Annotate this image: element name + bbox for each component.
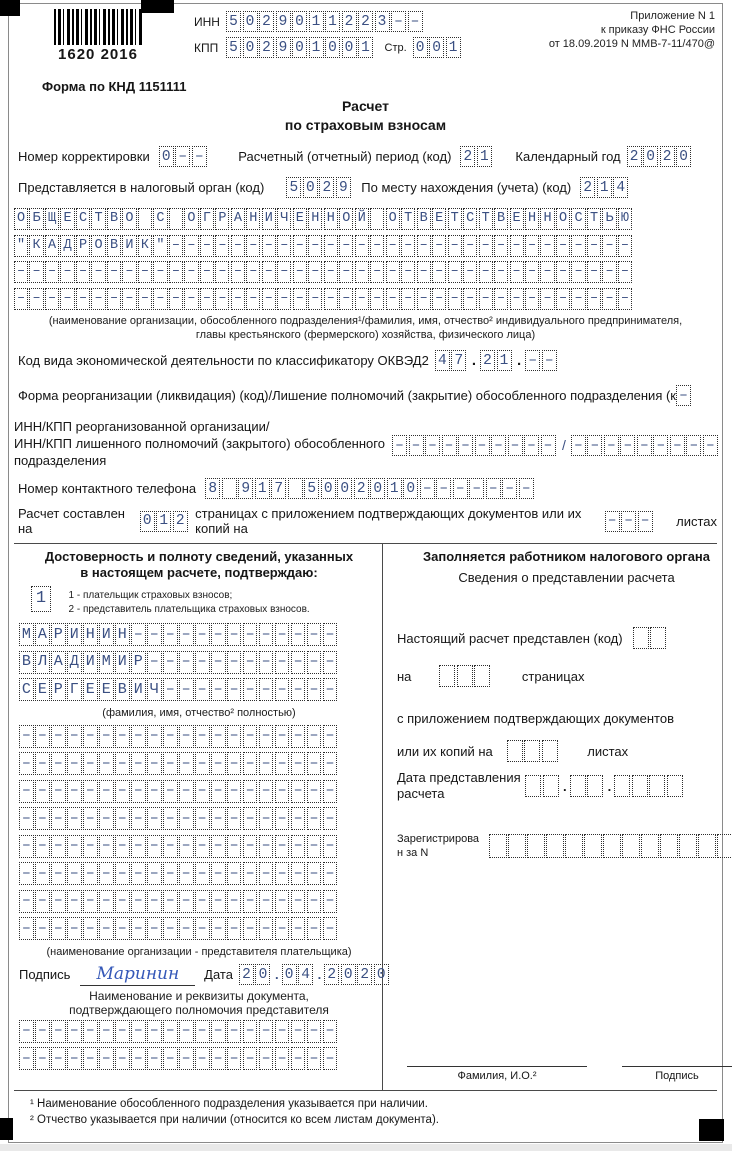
officer-date-label-line-1: Дата представления	[397, 770, 521, 785]
officer-pages-label: страницах	[521, 668, 585, 684]
location-label: По месту нахождения (учета) (код)	[361, 180, 572, 195]
inn-row	[194, 11, 462, 32]
submitted-code-row	[397, 627, 732, 649]
pages-label-2: страницах с приложением подтверждающих документов или их копий на	[195, 506, 582, 536]
officer-header: Заполняется работником налогового органа	[422, 549, 711, 564]
doc-caption	[19, 989, 379, 1017]
rep-row: – – – – – – – – – – – – – – – – – – – –	[19, 917, 379, 940]
inn-cells: 5 0 2 9 0 1 1 2 2 3 – –	[226, 11, 424, 32]
rep-row: – – – – – – – – – – – – – – – – – – – –	[19, 807, 379, 830]
registration-label-line-2: н за N	[397, 847, 429, 859]
tax-officer-column	[383, 544, 732, 1090]
correction-cells: 0 – –	[159, 146, 209, 167]
officer-subheader: Сведения о представлении расчета	[458, 570, 675, 585]
officer-pages-cells	[439, 665, 492, 687]
signature-row	[19, 963, 386, 986]
attestation-section	[14, 543, 717, 1091]
kpp-row	[194, 37, 462, 58]
barcode-number-right: 2016	[100, 46, 138, 63]
submitted-code-cells	[633, 627, 668, 649]
footnote-2: ² Отчество указывается при наличии (относится ко всем листам документа).	[30, 1114, 439, 1126]
representative-caption: (наименование организации - представителя плательщика)	[46, 945, 352, 958]
officer-copies-cells	[507, 740, 560, 762]
doc-caption-line-1: Наименование и реквизиты документа,	[89, 988, 309, 1003]
form-title-line-1: Расчет	[342, 98, 389, 114]
officer-sign-label: Подпись	[655, 1070, 699, 1082]
reorg-row	[18, 385, 717, 406]
attestation-header-line-1: Достоверность и полноту сведений, указанных	[44, 549, 354, 564]
sheets-label: листах	[587, 743, 629, 759]
reorg-innkpp-cells	[392, 435, 719, 456]
doc-row: – – – – – – – – – – – – – – – – – – – –	[19, 1020, 379, 1043]
signature-handwriting: Маринин	[80, 964, 195, 986]
attester-legend-line-2: 2 - представитель плательщика страховых взносов.	[68, 604, 310, 615]
attestation-header	[19, 549, 379, 581]
pages-label-3: листах	[676, 513, 717, 529]
attester-legend-line-1: 1 - плательщик страховых взносов;	[68, 590, 233, 601]
tax-authority-label: Представляется в налоговый орган (код)	[18, 180, 265, 195]
org-name-row-1: О Б Щ Е С Т В О С О Г Р А Н И Ч Е Н Н О Й О Т В Е Т С Т В Е Н Н О С Т Ь Ю	[14, 208, 717, 230]
reorg-inn-cells: – – – – – – – – – –	[392, 435, 557, 456]
phone-row	[18, 478, 717, 499]
officer-date-day	[525, 775, 560, 797]
phone-cells: 8 9 1 7 5 0 0 2 0 1 0 – – – – – – –	[205, 478, 535, 499]
officer-pages-row	[397, 665, 732, 687]
correction-label: Номер корректировки	[18, 149, 150, 164]
registration-number-cells	[489, 834, 732, 858]
date-day-cells: 2 0	[239, 964, 272, 985]
rep-row: – – – – – – – – – – – – – – – – – – – –	[19, 835, 379, 858]
reorg-code-cell: –	[676, 385, 693, 406]
period-label: Расчетный (отчетный) период (код)	[238, 149, 452, 164]
date-year-cells: 2 0 2 0	[324, 964, 390, 985]
attestation-header-line-2: в настоящем расчете, подтверждаю:	[80, 565, 318, 580]
okved-cells-1: 4 7	[435, 350, 468, 371]
form-content	[9, 4, 722, 1142]
copies-label: или их копий на	[397, 743, 493, 759]
doc-row: – – – – – – – – – – – – – – – – – – – –	[19, 1047, 379, 1070]
okved-label: Код вида экономической деятельности по классификатору ОКВЭД2	[18, 353, 429, 368]
attester-name-caption: (фамилия, имя, отчество² полностью)	[102, 706, 296, 719]
org-name-caption-line-1: (наименование организации, обособленного подразделения¹/фамилия, имя, отчество² индивидуального предпринимателя,	[48, 315, 683, 327]
rep-row: – – – – – – – – – – – – – – – – – – – –	[19, 890, 379, 913]
org-name-caption	[14, 314, 717, 342]
page-label: Стр.	[384, 41, 407, 54]
okved-dot-2: .	[517, 352, 522, 369]
phone-label: Номер контактного телефона	[18, 481, 197, 496]
barcode-number-left: 1620	[58, 46, 96, 63]
pages-count-cells: 0 1 2	[140, 511, 190, 532]
kpp-cells: 5 0 2 9 0 1 0 0 1	[226, 37, 375, 58]
period-cells: 2 1	[460, 146, 493, 167]
rep-row: – – – – – – – – – – – – – – – – – – – –	[19, 725, 379, 748]
appendix-note	[549, 9, 717, 51]
attester-firstname-row: В Л А Д И М И Р – – – – – – – – – – – –	[19, 651, 379, 674]
attester-legend	[69, 586, 310, 617]
officer-copies-row	[397, 740, 732, 762]
officer-date-dot-2: .	[607, 778, 612, 794]
registration-label	[397, 832, 489, 860]
officer-date-label-line-2: расчета	[397, 786, 445, 801]
officer-date-dot-1: .	[563, 778, 567, 794]
date-dot-2: .	[317, 967, 322, 982]
page-bottom-strip	[0, 1144, 732, 1151]
date-month-cells: 0 4	[282, 964, 315, 985]
officer-sign	[622, 1053, 732, 1082]
org-name-row-2: " К А Д Р О В И К " – – – – – – – – – – – – – – – – – – – – – – – – – – – – – –	[14, 235, 717, 257]
registration-row	[397, 832, 732, 860]
reorg-label: Форма реорганизации (ликвидация) (код)/Лишение полномочий (закрытие) обособленного подразделения (к	[18, 388, 676, 403]
registration-label-line-1: Зарегистрирова	[397, 833, 480, 845]
attestation-left-column	[14, 544, 386, 1090]
date-dot-1: .	[274, 967, 279, 982]
page-cells: 0 0 1	[413, 37, 463, 58]
on-label: на	[397, 668, 412, 684]
officer-date-row	[397, 770, 732, 802]
appendix-line-2: к приказу ФНС России	[600, 24, 715, 36]
attester-name-grid	[19, 623, 379, 701]
attester-patronymic-row: С Е Р Г Е Е В И Ч – – – – – – – – – – –	[19, 678, 379, 701]
okved-dot-1: .	[471, 352, 476, 369]
inn-kpp-block	[194, 9, 462, 63]
appendix-line-1: Приложение N 1	[630, 10, 715, 22]
officer-date-cells	[525, 775, 684, 797]
officer-date-month	[570, 775, 605, 797]
field-row-authority	[18, 177, 717, 198]
barcode-block	[54, 9, 142, 63]
signature-label: Подпись	[19, 967, 71, 982]
form-header	[14, 4, 717, 63]
doc-caption-line-2: подтверждающего полномочия представителя	[69, 1002, 329, 1017]
kpp-label: КПП	[194, 40, 219, 55]
reorg-innkpp-label-3: подразделения	[14, 453, 107, 468]
field-row-correction	[18, 146, 717, 167]
year-cells: 2 0 2 0	[627, 146, 693, 167]
pages-row	[18, 506, 717, 536]
okved-row	[18, 350, 717, 371]
year-label: Календарный год	[515, 149, 621, 164]
innkpp-slash: /	[562, 437, 566, 453]
submitted-label: Настоящий расчет представлен (код)	[397, 630, 623, 646]
footnotes	[30, 1096, 717, 1128]
rep-row: – – – – – – – – – – – – – – – – – – – –	[19, 862, 379, 885]
org-name-caption-line-2: главы крестьянского (фермерского) хозяйства, физического лица)	[195, 329, 536, 341]
representative-name-grid	[19, 725, 379, 941]
footnote-1: ¹ Наименование обособленного подразделения указывается при наличии.	[30, 1098, 428, 1110]
officer-name-line	[407, 1053, 587, 1067]
officer-name-sign	[407, 1053, 587, 1082]
rep-row: – – – – – – – – – – – – – – – – – – – –	[19, 752, 379, 775]
reorg-innkpp-block	[14, 418, 717, 470]
officer-sign-line	[622, 1053, 732, 1067]
officer-date-year	[614, 775, 684, 797]
form-title-line-2: по страховым взносам	[284, 117, 447, 133]
appendix-line-3: от 18.09.2019 N ММВ-7-11/470@	[548, 38, 715, 50]
reorg-innkpp-label-1: ИНН/КПП реорганизованной организации/	[14, 419, 270, 434]
barcode	[54, 9, 142, 45]
officer-spacer	[397, 860, 732, 1053]
attester-surname-row: М А Р И Н И Н – – – – – – – – – – – – –	[19, 623, 379, 646]
doc-grid	[19, 1020, 379, 1071]
officer-date-label	[397, 770, 525, 802]
inn-label: ИНН	[194, 14, 220, 29]
okved-cells-3: – –	[525, 350, 558, 371]
reorg-innkpp-label-2: ИНН/КПП лишенного полномочий (закрытого) обособленного	[14, 436, 385, 451]
signature-date-cells	[239, 964, 390, 985]
org-name-grid	[14, 208, 717, 310]
date-label: Дата	[204, 967, 233, 982]
barcode-number	[54, 46, 142, 63]
tax-authority-cells: 5 0 2 9	[286, 177, 352, 198]
org-name-row-4: – – – – – – – – – – – – – – – – – – – – – – – – – – – – – – – – – – – – – – – –	[14, 288, 717, 310]
form-title	[14, 97, 717, 135]
knd-form-code: Форма по КНД 1151111	[42, 79, 187, 94]
pages-label-1: Расчет составлен на	[18, 506, 125, 536]
officer-name-label: Фамилия, И.О.²	[457, 1070, 537, 1082]
copies-count-cells: – – –	[605, 511, 655, 532]
reorg-kpp-cells: – – – – – – – – –	[571, 435, 720, 456]
location-cells: 2 1 4	[580, 177, 630, 198]
attester-code-cell: 1	[31, 586, 53, 617]
attester-code-row	[19, 586, 379, 617]
org-name-row-3: – – – – – – – – – – – – – – – – – – – – – – – – – – – – – – – – – – – – – – – –	[14, 261, 717, 283]
rep-row: – – – – – – – – – – – – – – – – – – – –	[19, 780, 379, 803]
officer-signature-lines	[397, 1053, 732, 1084]
attach-label: с приложением подтверждающих документов	[397, 711, 674, 726]
okved-cells-2: 2 1	[480, 350, 513, 371]
